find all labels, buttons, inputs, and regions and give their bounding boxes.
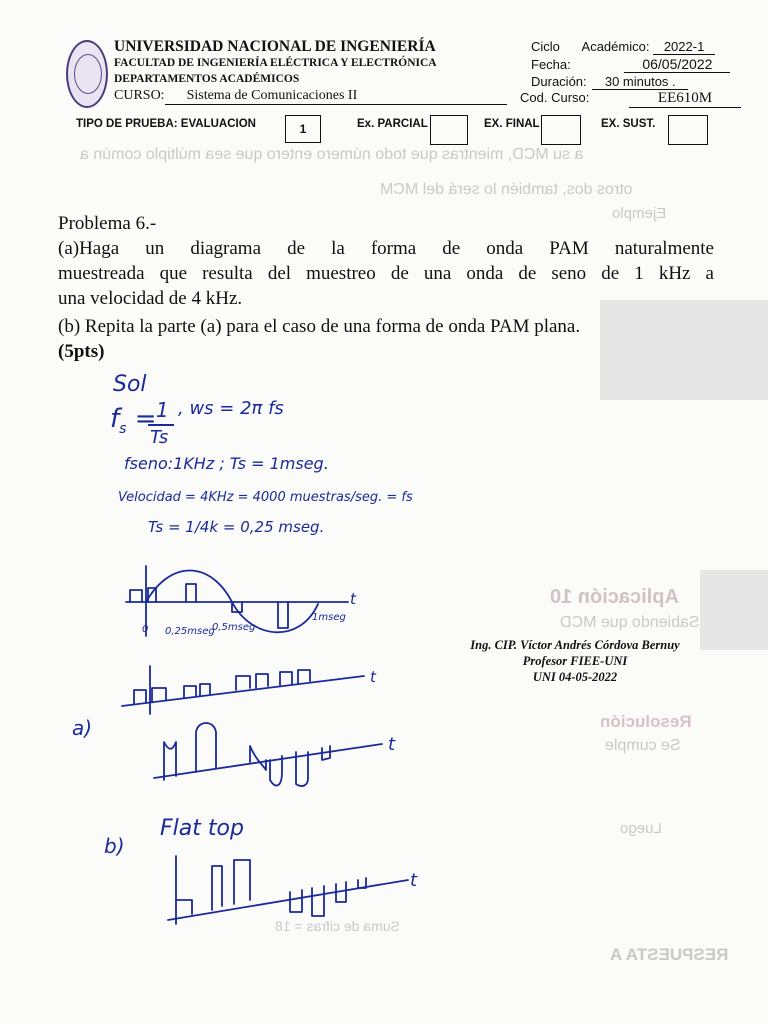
hw-sol: Sol [113, 372, 147, 397]
hw-fseno: fseno:1KHz ; Ts = 1mseg. [124, 454, 329, 473]
evaluacion-number: 1 [299, 122, 307, 136]
cod-label: Cod. Curso: [520, 90, 590, 105]
show-through-text: Suma de cifras = 18 [275, 918, 400, 934]
hw-ts-eq: Ts = 1/4k = 0,25 mseg. [148, 518, 325, 536]
cod-value: EE610M [629, 90, 741, 108]
show-through-text: Resolución [600, 712, 692, 731]
plot-t-label-4: t [410, 870, 418, 891]
pulse-train-sketch [122, 666, 364, 714]
plot-t-label-3: t [388, 734, 396, 755]
fecha-label: Fecha: [531, 57, 571, 72]
show-through-text: Luego [620, 820, 662, 837]
course-value: Sistema de Comunicaciones II [165, 88, 507, 105]
ciclo-label: Ciclo [531, 39, 560, 54]
parcial-label: Ex. PARCIAL [357, 118, 428, 130]
sust-label: EX. SUST. [601, 118, 656, 130]
show-through-text: Ejemplo [612, 205, 667, 222]
plot-label-0: 0 [142, 624, 149, 635]
plot-label-05: 0,5mseg [212, 622, 256, 633]
show-through-text: otros dos, también lo será del MCM [380, 181, 633, 198]
plot-t-label-2: t [370, 668, 376, 686]
flat-top-pam-sketch [168, 856, 408, 924]
signature-line-1: Ing. CIP. Víctor Andrés Córdova Bernuy [470, 638, 680, 652]
fecha-value: 06/05/2022 [624, 56, 730, 73]
plot-label-1ms: 1mseg [312, 612, 346, 623]
natural-pam-sketch [154, 723, 382, 786]
points: (5pts) [58, 341, 105, 362]
problem-title: Problema 6.- [58, 213, 157, 234]
show-through-text: Se cumple [605, 737, 681, 754]
hw-velocidad: Velocidad = 4KHz = 4000 muestras/seg. = fs [118, 490, 413, 505]
course-label: CURSO: [114, 88, 165, 103]
university-name: UNIVERSIDAD NACIONAL DE INGENIERÍA [114, 38, 436, 55]
final-label: EX. FINAL [484, 118, 540, 130]
faculty-name: FACULTAD DE INGENIERÍA ELÉCTRICA Y ELECTRÓNICA [114, 57, 437, 69]
signature-line-3: UNI 04-05-2022 [532, 670, 618, 684]
show-through-text: a su MCD, mientras que todo número entero que sea múltiplo común a [80, 146, 584, 163]
show-through-text: Aplicación 10 [550, 586, 679, 608]
hw-fs-denominator: Ts [150, 427, 169, 448]
hw-ws-eq: , ws = 2π fs [178, 398, 284, 419]
academico-label: Académico: [581, 39, 650, 54]
show-through-text: Sabiendo que MCD [560, 614, 700, 631]
show-through-text: RESPUESTA A [610, 945, 729, 964]
signature-line-2: Profesor FIEE-UNI [522, 654, 628, 668]
duracion-value: 30 minutos . [592, 74, 688, 90]
part-a-line-3: una velocidad de 4 kHz. [58, 288, 243, 309]
academico-value: 2022-1 [653, 39, 715, 55]
hw-fs-symbol: $f_s$ = [110, 404, 157, 438]
plot-t-label-1: t [350, 590, 356, 608]
hw-part-a: a) [72, 716, 93, 740]
plot-label-025: 0,25mseg [165, 626, 215, 637]
department-name: DEPARTAMENTOS ACADÉMICOS [114, 73, 300, 85]
part-b-text: (b) Repita la parte (a) para el caso de una forma de onda PAM plana. [58, 316, 581, 337]
exam-type-label: TIPO DE PRUEBA: EVALUACION [76, 118, 256, 130]
part-a-line-2: muestreada que resulta del muestreo de una onda de seno de 1 kHz a [58, 263, 714, 284]
part-a-line-1: (a)Haga un diagrama de la forma de onda PAM naturalmente [58, 238, 714, 259]
hw-flat-top: Flat top [160, 816, 244, 841]
hw-part-b: b) [104, 834, 125, 858]
sine-sampling-sketch [126, 566, 348, 636]
hw-fs-numerator: 1 [156, 398, 169, 422]
duracion-label: Duración: [531, 74, 587, 89]
